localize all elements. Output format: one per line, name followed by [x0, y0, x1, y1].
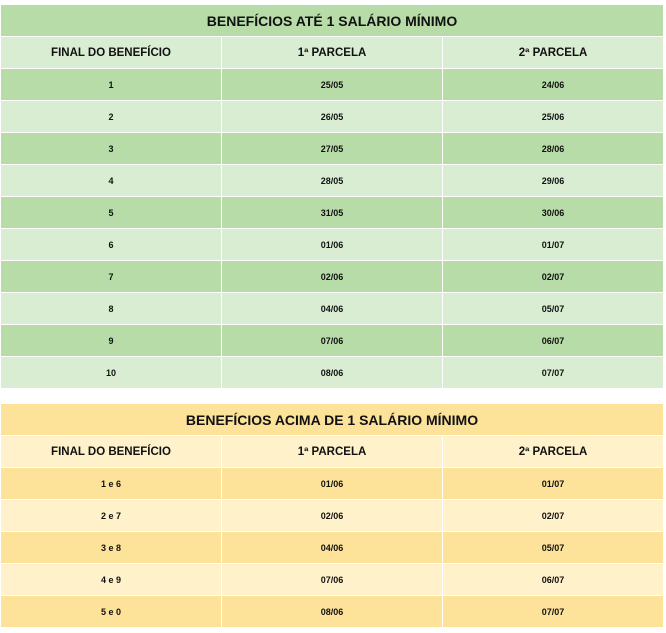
- table-row: [1, 197, 664, 229]
- cell-final: 1 e 6: [1, 468, 222, 500]
- cell-parcela-1: 01/06: [222, 229, 443, 261]
- table-header-row: [1, 37, 664, 69]
- cell-parcela-2: 05/07: [443, 293, 664, 325]
- header-segunda-parcela: 2ª PARCELA: [443, 436, 664, 468]
- cell-parcela-2: 28/06: [443, 133, 664, 165]
- table-row: [1, 325, 664, 357]
- cell-final: 5: [1, 197, 222, 229]
- table-row: [1, 532, 664, 564]
- cell-final: 4 e 9: [1, 564, 222, 596]
- table-row: [1, 229, 664, 261]
- table-benefits-up-to-minimum-wage: [0, 4, 664, 389]
- cell-parcela-2: 30/06: [443, 197, 664, 229]
- cell-final: 6: [1, 229, 222, 261]
- cell-final: 7: [1, 261, 222, 293]
- table-header-row: [1, 436, 664, 468]
- table-row: [1, 165, 664, 197]
- cell-parcela-2: 06/07: [443, 564, 664, 596]
- cell-final: 4: [1, 165, 222, 197]
- cell-parcela-1: 31/05: [222, 197, 443, 229]
- cell-final: 2 e 7: [1, 500, 222, 532]
- cell-parcela-2: 25/06: [443, 101, 664, 133]
- cell-parcela-1: 01/06: [222, 468, 443, 500]
- table-row: [1, 468, 664, 500]
- table-row: [1, 133, 664, 165]
- table-title: BENEFÍCIOS ATÉ 1 SALÁRIO MÍNIMO: [1, 5, 664, 37]
- cell-parcela-2: 06/07: [443, 325, 664, 357]
- header-final-beneficio: FINAL DO BENEFÍCIO: [1, 37, 222, 69]
- cell-parcela-1: 27/05: [222, 133, 443, 165]
- table-title-row: [1, 404, 664, 436]
- header-primeira-parcela: 1ª PARCELA: [222, 436, 443, 468]
- cell-final: 2: [1, 101, 222, 133]
- table-row: [1, 293, 664, 325]
- header-primeira-parcela: 1ª PARCELA: [222, 37, 443, 69]
- cell-final: 1: [1, 69, 222, 101]
- cell-parcela-2: 07/07: [443, 357, 664, 389]
- cell-final: 3 e 8: [1, 532, 222, 564]
- header-segunda-parcela: 2ª PARCELA: [443, 37, 664, 69]
- table-row: [1, 500, 664, 532]
- cell-parcela-2: 02/07: [443, 261, 664, 293]
- table-row: [1, 69, 664, 101]
- cell-final: 10: [1, 357, 222, 389]
- table-row: [1, 101, 664, 133]
- cell-parcela-1: 07/06: [222, 325, 443, 357]
- cell-parcela-1: 04/06: [222, 532, 443, 564]
- cell-parcela-2: 01/07: [443, 468, 664, 500]
- cell-parcela-2: 01/07: [443, 229, 664, 261]
- table-row: [1, 596, 664, 628]
- cell-parcela-2: 24/06: [443, 69, 664, 101]
- cell-parcela-1: 26/05: [222, 101, 443, 133]
- cell-parcela-1: 08/06: [222, 357, 443, 389]
- cell-final: 9: [1, 325, 222, 357]
- table-title: BENEFÍCIOS ACIMA DE 1 SALÁRIO MÍNIMO: [1, 404, 664, 436]
- table-row: [1, 564, 664, 596]
- cell-parcela-1: 02/06: [222, 500, 443, 532]
- cell-parcela-1: 07/06: [222, 564, 443, 596]
- table-row: [1, 357, 664, 389]
- cell-final: 8: [1, 293, 222, 325]
- table-title-row: [1, 5, 664, 37]
- cell-parcela-1: 04/06: [222, 293, 443, 325]
- cell-parcela-2: 05/07: [443, 532, 664, 564]
- header-final-beneficio: FINAL DO BENEFÍCIO: [1, 436, 222, 468]
- table-row: [1, 261, 664, 293]
- cell-parcela-1: 28/05: [222, 165, 443, 197]
- cell-parcela-2: 02/07: [443, 500, 664, 532]
- cell-parcela-1: 08/06: [222, 596, 443, 628]
- cell-parcela-2: 07/07: [443, 596, 664, 628]
- cell-final: 3: [1, 133, 222, 165]
- cell-parcela-2: 29/06: [443, 165, 664, 197]
- cell-parcela-1: 02/06: [222, 261, 443, 293]
- cell-parcela-1: 25/05: [222, 69, 443, 101]
- table-benefits-above-minimum-wage: [0, 403, 664, 628]
- cell-final: 5 e 0: [1, 596, 222, 628]
